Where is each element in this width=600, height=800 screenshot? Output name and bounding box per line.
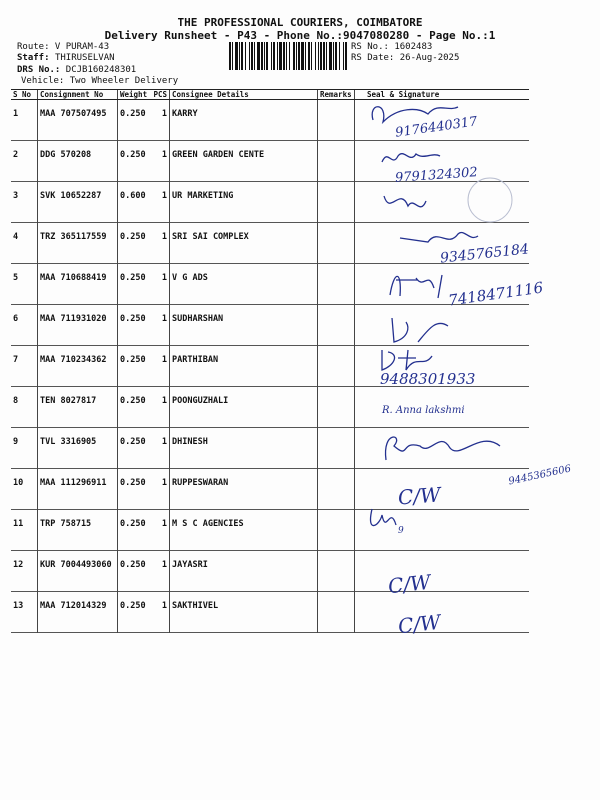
- signature-handwriting: R. Anna lakshmi: [382, 405, 465, 416]
- col-seal: Seal & Signature: [355, 90, 530, 100]
- row-consignee: V G ADS: [170, 264, 318, 305]
- row-consignee: SUDHARSHAN: [170, 305, 318, 346]
- row-sno: 6: [13, 314, 19, 324]
- row-consignee: SAKTHIVEL: [170, 592, 318, 633]
- col-pcs: PCS: [151, 90, 170, 100]
- signature-stroke: [386, 437, 500, 460]
- row-weight: 0.250: [118, 223, 152, 264]
- row-consignee: JAYASRI: [170, 551, 318, 592]
- rs-date: RS Date: 26-Aug-2025: [351, 53, 460, 63]
- row-weight: 0.250: [118, 592, 152, 633]
- col-details: Consignee Details: [170, 90, 318, 100]
- row-consignment: MAA 707507495: [38, 100, 118, 141]
- row-weight: 0.250: [118, 100, 152, 141]
- row-consignee: KARRY: [170, 100, 318, 141]
- row-consignee: POONGUZHALI: [170, 387, 318, 428]
- row-consignee: DHINESH: [170, 428, 318, 469]
- row-sno: 3: [13, 191, 19, 201]
- row-sno: 1: [13, 109, 19, 119]
- row-weight: 0.250: [118, 141, 152, 182]
- row-consignment: TEN 8027817: [38, 387, 118, 428]
- row-consignee: M S C AGENCIES: [170, 510, 318, 551]
- signature-stroke: [372, 107, 458, 122]
- row-weight: 0.250: [118, 387, 152, 428]
- row-pcs: 1: [161, 150, 167, 160]
- col-remarks: Remarks: [318, 90, 355, 100]
- row-pcs: 1: [161, 560, 167, 570]
- row-weight: 0.600: [118, 182, 152, 223]
- col-weight: Weight: [118, 90, 152, 100]
- signature-stroke: [400, 232, 478, 242]
- staff-value: THIRUSELVAN: [54, 53, 115, 63]
- row-sno: 11: [13, 519, 24, 529]
- drs-value: DCJB160248301: [65, 65, 137, 75]
- row-consignment: DDG 570208: [38, 141, 118, 182]
- row-pcs: 1: [161, 273, 167, 283]
- row-consignee: SRI SAI COMPLEX: [170, 223, 318, 264]
- row-consignment: KUR 7004493060: [38, 551, 118, 592]
- row-pcs: 1: [161, 191, 167, 201]
- col-sno: S No: [11, 90, 38, 100]
- row-weight: 0.250: [118, 551, 152, 592]
- row-sno: 8: [13, 396, 19, 406]
- row-sno: 7: [13, 355, 19, 365]
- signature-handwriting: C/W: [386, 569, 432, 599]
- signature-stroke: [384, 196, 426, 207]
- signature-stroke: [390, 275, 442, 298]
- seal-stamp: [468, 178, 512, 222]
- row-weight: 0.250: [118, 469, 152, 510]
- row-sno: 9: [13, 437, 19, 447]
- row-consignee: UR MARKETING: [170, 182, 318, 223]
- drs-label: DRS No.:: [17, 65, 61, 75]
- row-sno: 4: [13, 232, 19, 242]
- signature-handwriting: 9176440317: [394, 114, 479, 141]
- row-consignee: RUPPESWARAN: [170, 469, 318, 510]
- row-consignee: GREEN GARDEN CENTE: [170, 141, 318, 182]
- row-pcs: 1: [161, 109, 167, 119]
- row-pcs: 1: [161, 396, 167, 406]
- row-pcs: 1: [161, 232, 167, 242]
- row-weight: 0.250: [118, 346, 152, 387]
- row-weight: 0.250: [118, 305, 152, 346]
- row-pcs: 1: [161, 601, 167, 611]
- route-info: Route: V PURAM-43: [17, 42, 110, 52]
- row-consignment: TVL 3316905: [38, 428, 118, 469]
- row-sno: 12: [13, 560, 24, 570]
- signature-handwriting: 9791324302: [394, 165, 479, 186]
- row-sno: 10: [13, 478, 24, 488]
- row-pcs: 1: [161, 519, 167, 529]
- rs-number: RS No.: 1602483: [351, 42, 433, 52]
- row-weight: 0.250: [118, 264, 152, 305]
- signature-handwriting: 9345765184: [439, 241, 530, 267]
- signature-stroke: [382, 350, 432, 370]
- row-weight: 0.250: [118, 510, 152, 551]
- runsheet-subtitle: Delivery Runsheet - P43 - Phone No.:9047080280 - Page No.:1: [104, 29, 496, 42]
- row-consignment: TRZ 365117559: [38, 223, 118, 264]
- signature-handwriting: 9: [398, 526, 404, 536]
- signature-handwriting: C/W: [396, 609, 442, 639]
- row-consignment: TRP 758715: [38, 510, 118, 551]
- row-consignment: SVK 10652287: [38, 182, 118, 223]
- row-sno: 2: [13, 150, 19, 160]
- signature-handwriting: 7418471116: [447, 278, 545, 310]
- vehicle-info: Vehicle: Two Wheeler Delivery: [21, 76, 179, 86]
- signature-stroke: [382, 154, 440, 162]
- row-pcs: 1: [161, 478, 167, 488]
- staff-label: Staff:: [17, 53, 50, 63]
- col-consignment: Consignment No: [38, 90, 118, 100]
- row-consignment: MAA 710234362: [38, 346, 118, 387]
- signature-stroke: [392, 318, 448, 342]
- row-sno: 5: [13, 273, 19, 283]
- signature-handwriting: C/W: [397, 482, 442, 510]
- row-pcs: 1: [161, 355, 167, 365]
- row-pcs: 1: [161, 437, 167, 447]
- row-consignment: MAA 711931020: [38, 305, 118, 346]
- row-consignee: PARTHIBAN: [170, 346, 318, 387]
- signature-handwriting: 9445365606: [507, 463, 573, 488]
- row-pcs: 1: [161, 314, 167, 324]
- signature-handwriting: 9488301933: [380, 370, 476, 388]
- row-consignment: MAA 111296911: [38, 469, 118, 510]
- row-consignment: MAA 712014329: [38, 592, 118, 633]
- row-consignment: MAA 710688419: [38, 264, 118, 305]
- company-title: THE PROFESSIONAL COURIERS, COIMBATORE: [177, 16, 423, 29]
- signature-stroke: [371, 509, 396, 526]
- row-sno: 13: [13, 601, 24, 611]
- row-weight: 0.250: [118, 428, 152, 469]
